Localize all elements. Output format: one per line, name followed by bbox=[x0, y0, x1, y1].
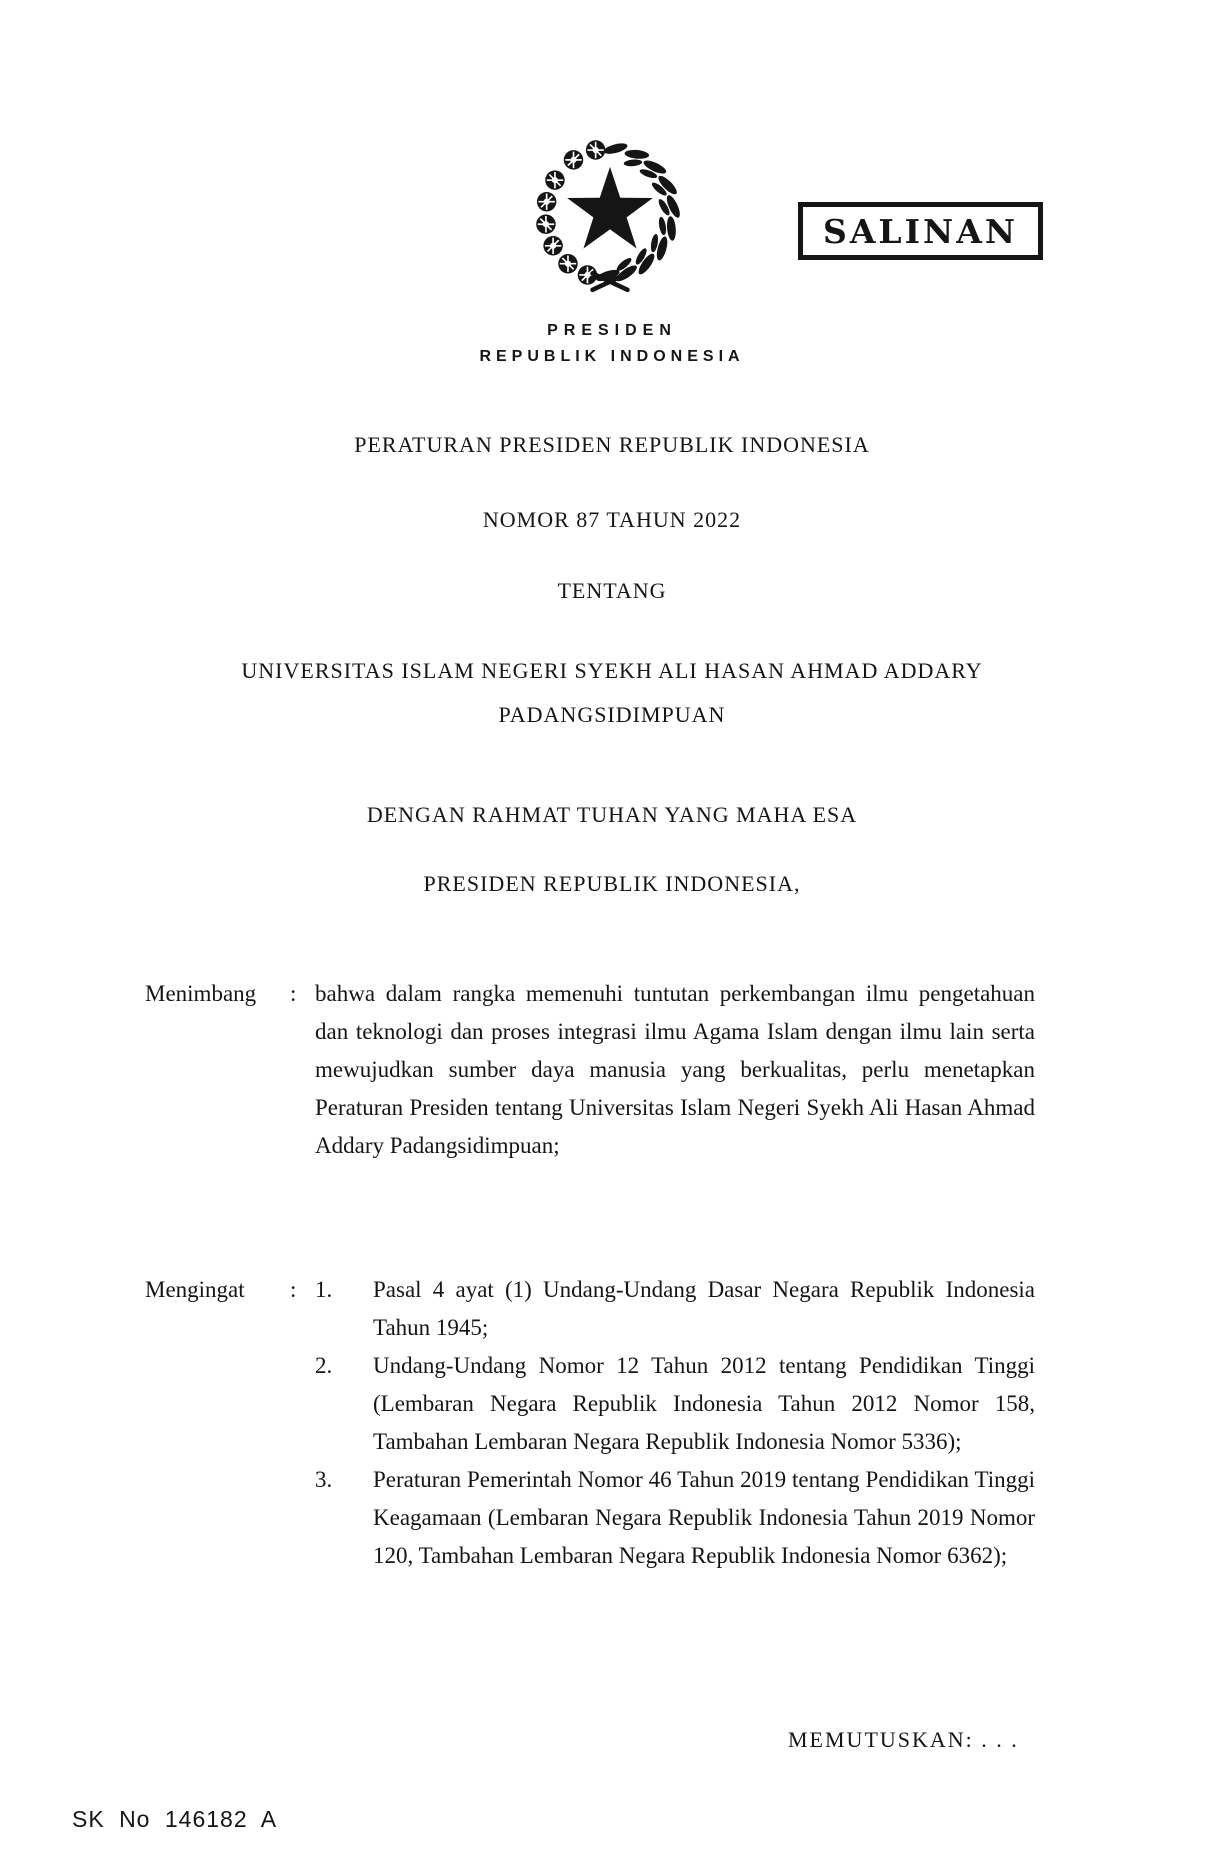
recalling-label: Mengingat bbox=[145, 1277, 245, 1302]
considering-label: Menimbang bbox=[145, 981, 257, 1006]
regulation-title: PERATURAN PRESIDEN REPUBLIK INDONESIA bbox=[354, 432, 870, 457]
star-wreath-icon bbox=[528, 130, 692, 298]
recalling-clause bbox=[145, 1271, 1035, 1575]
recalling-colon: : bbox=[290, 1277, 297, 1302]
list-item-number: 1. bbox=[315, 1277, 333, 1302]
considering-colon: : bbox=[290, 981, 297, 1006]
authority-line: PRESIDEN REPUBLIK INDONESIA, bbox=[423, 871, 801, 896]
list-item bbox=[315, 1271, 1035, 1347]
regulation-subject: UNIVERSITAS ISLAM NEGERI SYEKH ALI HASAN AHMAD ADDARY PADANGSIDIMPUAN bbox=[241, 658, 983, 727]
letterhead-republik-indonesia: REPUBLIK INDONESIA bbox=[479, 348, 745, 365]
salinan-stamp-label: SALINAN bbox=[822, 211, 1018, 251]
considering-text: bahwa dalam rangka memenuhi tuntutan perkembangan ilmu pengetahuan dan teknologi dan proses integrasi ilmu Agama Islam dengan ilmu lain serta mewujudkan sumber daya manusia yang berkualitas, perlu menetapkan Peraturan Presiden tentang Universitas Islam Negeri Syekh Ali Hasan Ahmad Addary Padangsidimpuan; bbox=[315, 981, 1035, 1158]
regulation-number: NOMOR 87 TAHUN 2022 bbox=[482, 507, 742, 532]
list-item-text: Peraturan Pemerintah Nomor 46 Tahun 2019 tentang Pendidikan Tinggi Keagamaan (Lembaran Negara Republik Indonesia Tahun 2019 Nomor 120, Tambahan Lembaran Negara Republik Indonesia Nomor 6362); bbox=[373, 1467, 1035, 1568]
tentang-label: TENTANG bbox=[557, 578, 667, 603]
list-item-text: Undang-Undang Nomor 12 Tahun 2012 tentang Pendidikan Tinggi (Lembaran Negara Republik Indonesia Tahun 2012 Nomor 158, Tambahan Lembaran Negara Republik Indonesia Nomor 5336); bbox=[373, 1353, 1035, 1454]
list-item bbox=[315, 1347, 1035, 1461]
list-item-text: Pasal 4 ayat (1) Undang-Undang Dasar Negara Republik Indonesia Tahun 1945; bbox=[373, 1277, 1035, 1340]
letterhead bbox=[0, 322, 1224, 366]
sk-number: SK No 146182 A bbox=[72, 1806, 278, 1832]
considering-clause bbox=[145, 975, 1035, 1165]
presidential-star-emblem bbox=[528, 130, 692, 298]
recalling-list bbox=[315, 1271, 1035, 1575]
invocation-line: DENGAN RAHMAT TUHAN YANG MAHA ESA bbox=[366, 802, 858, 827]
salinan-stamp bbox=[798, 202, 1043, 260]
letterhead-presiden: PRESIDEN bbox=[547, 322, 677, 339]
memutuskan-catchword: MEMUTUSKAN: . . . bbox=[788, 1727, 1019, 1752]
list-item-number: 2. bbox=[315, 1353, 333, 1378]
list-item bbox=[315, 1461, 1035, 1575]
list-item-number: 3. bbox=[315, 1467, 333, 1492]
